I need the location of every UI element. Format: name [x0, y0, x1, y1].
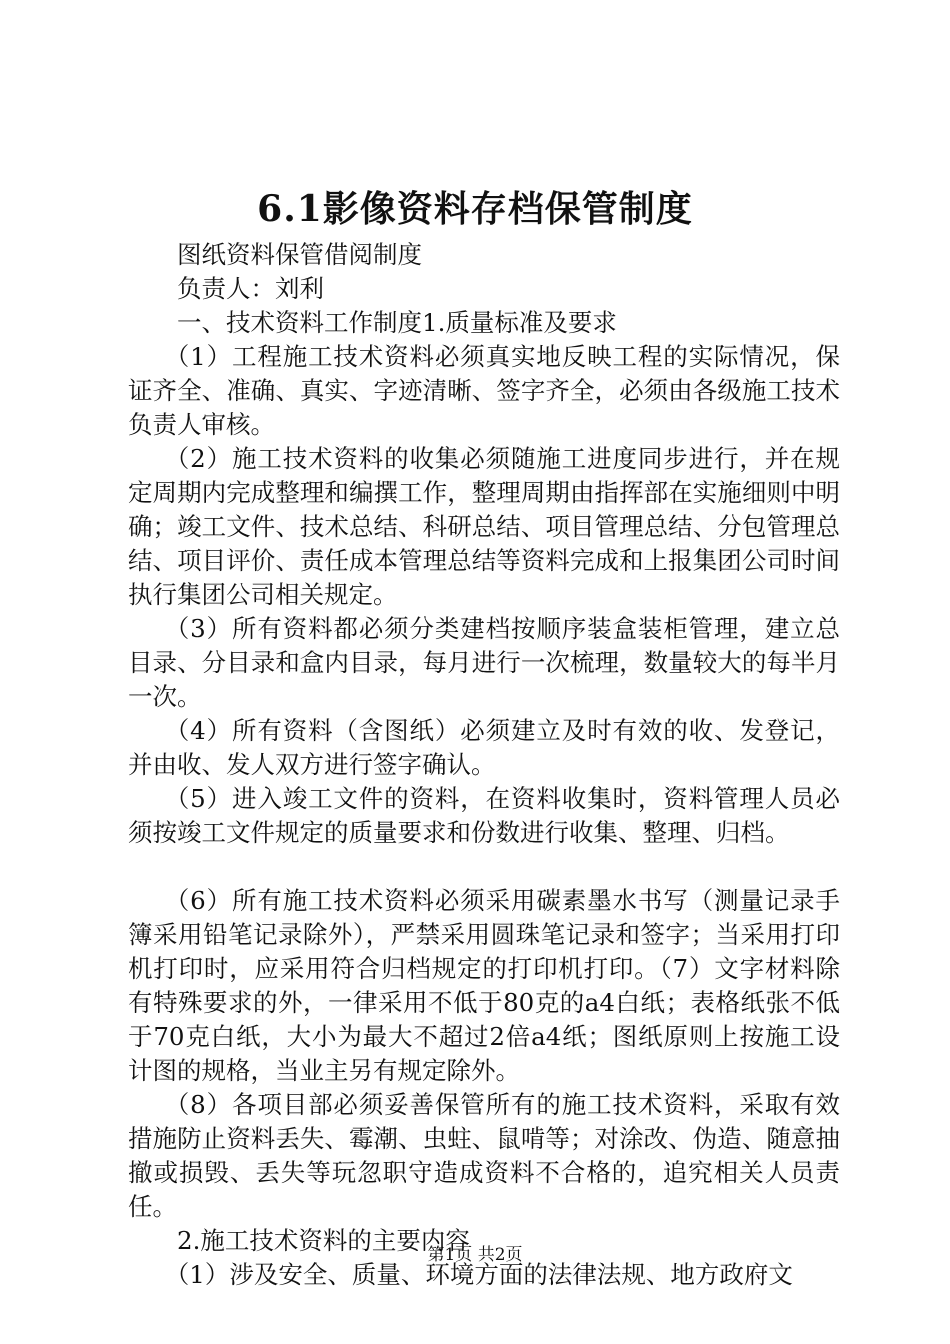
paragraph-section-heading: 一、技术资料工作制度1.质量标准及要求 — [177, 308, 617, 337]
paragraph-section-2-item-1: （1）涉及安全、质量、环境方面的法律法规、地方政府文 — [164, 1260, 793, 1289]
paragraph-section-2-heading: 2.施工技术资料的主要内容 — [177, 1226, 470, 1255]
document-title: 6.1影像资料存档保管制度 — [257, 188, 693, 230]
paragraph-item-4: （4）所有资料（含图纸）必须建立及时有效的收、发登记，并由收、发人双方进行签字确认。 — [128, 716, 840, 779]
paragraph-item-5: （5）进入竣工文件的资料，在资料收集时，资料管理人员必须按竣工文件规定的质量要求和份数进行收集、整理、归档。 — [128, 784, 840, 847]
paragraph-subtitle: 图纸资料保管借阅制度 — [177, 240, 422, 269]
paragraph-item-1: （1）工程施工技术资料必须真实地反映工程的实际情况，保证齐全、准确、真实、字迹清晰、签字齐全，必须由各级施工技术负责人审核。 — [128, 342, 840, 439]
document-body — [128, 238, 840, 1292]
paragraph-item-2: （2）施工技术资料的收集必须随施工进度同步进行，并在规定周期内完成整理和编撰工作，整理周期由指挥部在实施细则中明确；竣工文件、技术总结、科研总结、项目管理总结、分包管理总结、项目评价、责任成本管理总结等资料完成和上报集团公司时间执行集团公司相关规定。 — [128, 444, 840, 609]
paragraph-item-8: （8）各项目部必须妥善保管所有的施工技术资料，采取有效措施防止资料丢失、霉潮、虫蛀、鼠啃等；对涂改、伪造、随意抽撤或损毁、丢失等玩忽职守造成资料不合格的，追究相关人员责任。 — [128, 1090, 840, 1221]
page-footer: 第1页 共2页 — [427, 1245, 523, 1265]
paragraph-item-3: （3）所有资料都必须分类建档按顺序装盒装柜管理，建立总目录、分目录和盒内目录，每月进行一次梳理，数量较大的每半月一次。 — [128, 614, 840, 711]
paragraph-responsible: 负责人：刘利 — [177, 274, 324, 303]
paragraph-item-6-7: （6）所有施工技术资料必须采用碳素墨水书写（测量记录手簿采用铅笔记录除外），严禁采用圆珠笔记录和签字；当采用打印机打印时，应采用符合归档规定的打印机打印。（7）文字材料除有特殊要求的外，一律采用不低于80克的a4白纸；表格纸张不低于70克白纸，大小为最大不超过2倍a4纸；图纸原则上按施工设计图的规格，当业主另有规定除外。 — [128, 886, 840, 1085]
